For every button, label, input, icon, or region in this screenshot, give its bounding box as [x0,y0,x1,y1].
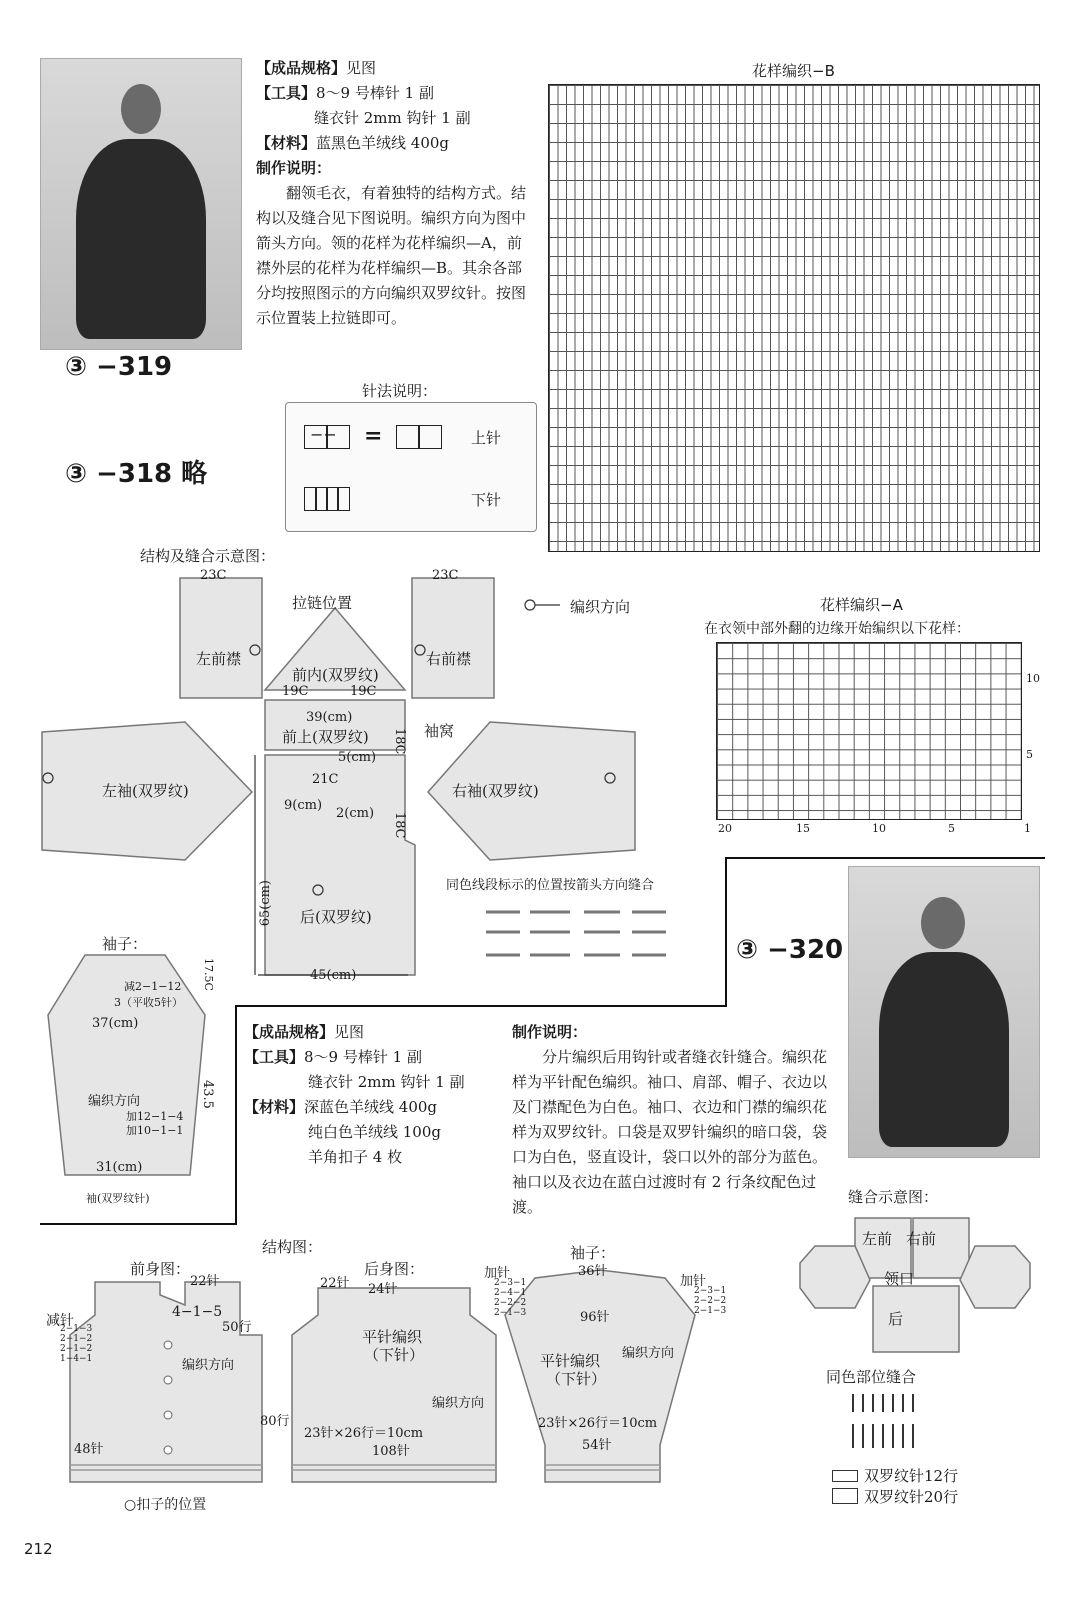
seam-marks [852,1394,922,1448]
spec-val: 羊角扣子 4 枚 [308,1148,403,1166]
section-divider [725,857,1045,859]
spec-val: 缝衣针 2mm 钩针 1 副 [314,109,471,127]
pattern-a-subtitle: 在衣领中部外翻的边缘开始编织以下花样： [704,621,970,637]
s-row-r-1: 2−3−1 [694,1286,727,1296]
label-left-placket: 左前襟 [196,650,242,668]
label-seam-collar: 领口 [884,1270,915,1288]
s-row-l-3: 2−2−2 [494,1298,527,1308]
photo-319 [40,58,242,350]
legend-swatch-20 [832,1488,858,1504]
purl-label: 下针 [471,491,502,509]
spec-320 [244,1020,504,1170]
col-label-20: 20 [718,822,732,835]
label-b24: 24针 [368,1282,398,1297]
s-row-r-2: 2−2−2 [694,1296,727,1306]
spec-key: 【成品规格】 [244,1023,335,1041]
instr-320 [512,1020,837,1220]
label-319: ③ −319 [65,352,173,382]
label-seam-note: 同色线段标示的位置按箭头方向缝合 [446,878,655,893]
label-b108: 108针 [372,1444,410,1459]
page-number: 212 [24,1540,53,1558]
label-s-gauge: 23针×26行＝10cm [538,1416,658,1431]
model-jacket [879,952,1009,1147]
label-b-dir: 编织方向 [432,1396,485,1411]
spec-key: 【成品规格】 [256,59,347,77]
spec-val: 见图 [346,59,377,77]
col-label-15: 15 [796,822,810,835]
pattern-b-title: 花样编织−B [752,62,835,80]
diagram-319-title: 结构及缝合示意图： [140,547,276,565]
stitch-legend-title: 针法说明： [362,382,438,400]
label-inc2: 加10−1−1 [126,1124,184,1137]
label-w39: 39(cm) [306,710,353,725]
spec-key: 【工具】 [256,84,317,102]
knit-symbol-dash: −− [304,425,350,449]
label-w19a: 19C [282,684,309,699]
pattern-a-chart [716,642,1022,820]
spec-val: 8～9 号棒针 1 副 [304,1048,422,1066]
label-sleeve-body: 袖子： [570,1244,616,1262]
label-d5: 5(cm) [338,750,377,765]
label-h65: 65(cm) [258,880,273,927]
label-s96: 96针 [580,1310,610,1325]
label-s54: 54针 [582,1438,612,1453]
s-row-l-2: 2−4−1 [494,1288,527,1298]
label-w45: 45(cm) [310,968,357,983]
label-b-purl: （下针） [364,1346,425,1364]
button-marker [164,1341,172,1349]
label-direction: 编织方向 [570,598,631,616]
label-320: ③ −320 [736,935,844,965]
label-seam-back: 后 [888,1310,904,1328]
col-label-5: 5 [948,822,955,835]
section-divider [725,857,727,1007]
legend-marker [525,600,535,610]
back-shape [265,755,415,975]
equals-sign: = [364,423,383,449]
pattern-a-title: 花样编织−A [820,596,903,614]
sleeve-319-title: 袖子： [102,935,148,953]
instr-body: 翻领毛衣，有着独特的结构方式。结构以及缝合见下图说明。编织方向为图中箭头方向。领的花样为花样编织—A，前襟外层的花样为花样编织—B。其余各部分均按照图示的方向编织双罗纹针。按图示位置装上拉链即可。 [256,184,527,327]
label-b-gauge: 23针×26行＝10cm [304,1426,424,1441]
seam-left-sleeve [800,1246,870,1308]
model-head [121,84,161,134]
label-w21: 21C [312,772,339,787]
label-fdec: 减针 [46,1313,74,1329]
label-front-inner: 前内(双罗纹) [292,666,379,684]
section-divider [235,1005,237,1225]
label-l20: 双罗纹针20行 [864,1488,959,1506]
label-l12: 双罗纹针12行 [864,1467,959,1485]
label-b80: 80行 [260,1414,290,1429]
left-placket-shape [180,578,262,698]
stitch-legend-box [285,402,537,532]
label-inc1: 加12−1−4 [126,1110,184,1123]
spec-key: 【材料】 [256,134,317,152]
instr-title: 制作说明： [256,159,332,177]
col-label-1: 1 [1024,822,1031,835]
spec-319 [256,56,526,331]
label-s-flat: 平针编织 [540,1352,601,1370]
label-dec: 减2−1−12 [124,980,182,993]
label-h18a: 18C [392,728,407,755]
label-s-purl: （下针） [546,1370,607,1388]
fdec-row-2: 2−1−2 [60,1334,93,1344]
fdec-row-4: 1−4−1 [60,1354,93,1364]
spec-key: 【材料】 [244,1098,305,1116]
label-cuff: 袖(双罗纹针) [86,1192,150,1205]
fdec-row-3: 2−1−2 [60,1344,93,1354]
label-fdir: 编织方向 [182,1358,235,1373]
label-f4: 4−1−5 [172,1304,223,1320]
label-s-add-l: 加针 [484,1266,511,1281]
label-sleeve-dir: 编织方向 [88,1094,141,1109]
s-row-r-3: 2−1−3 [694,1306,727,1316]
diagram-320-title: 结构图： [262,1238,323,1256]
instr-body: 分片编织后用钩针或者缝衣针缝合。编织花样为平针配色编织。袖口、肩部、帽子、衣边以及门襟配色为白色。袖口、衣边和门襟的编织花样为双罗纹针。口袋是双罗针编织的暗口袋，袋口为白色，竖直设计，袋口以外的部分为蓝色。袖口以及衣边在蓝白过渡时有 2 行条纹配色过渡。 [512,1048,828,1216]
label-dec2: 3（平收5针） [114,996,183,1009]
spec-val: 见图 [334,1023,365,1041]
label-h435: 43.5 [200,1080,215,1109]
label-b-flat: 平针编织 [362,1328,423,1346]
label-seam-same: 同色部位缝合 [826,1368,917,1386]
label-front-upper: 前上(双罗纹) [282,728,369,746]
row-label-10: 10 [1026,672,1040,685]
seam-right-sleeve [960,1246,1030,1308]
label-left-sleeve: 左袖(双罗纹) [102,782,189,800]
s-row-l-1: 2−3−1 [494,1278,527,1288]
label-right-sleeve: 右袖(双罗纹) [452,782,539,800]
button-marker [164,1446,172,1454]
label-back-body: 后身图： [364,1260,425,1278]
diagram-320-svg [0,1260,730,1500]
button-marker [164,1411,172,1419]
fdec-row-1: 2−1−3 [60,1324,93,1334]
label-w19b: 19C [350,684,377,699]
model-sweater [76,139,206,339]
label-h175: 17.5C [202,958,215,991]
spec-val: 缝衣针 2mm 钩针 1 副 [308,1073,465,1091]
purl-symbol [304,487,350,511]
label-f50: 50行 [222,1320,252,1335]
seam-back [873,1286,959,1352]
right-placket-shape [412,578,494,698]
s-row-l-4: 2−1−3 [494,1308,527,1318]
label-s-dir: 编织方向 [622,1346,675,1361]
legend-swatch-12 [832,1470,858,1482]
label-d9: 9(cm) [284,798,323,813]
label-w23b: 23C [432,568,459,583]
label-w31: 31(cm) [96,1160,143,1175]
spec-val: 8～9 号棒针 1 副 [316,84,434,102]
label-h18b: 18C [392,812,407,839]
col-label-10: 10 [872,822,886,835]
label-front: 前身图： [130,1260,191,1278]
label-seam-rf: 右前 [906,1230,937,1248]
label-buttons: ○扣子的位置 [124,1497,207,1513]
label-s-add-r: 加针 [680,1274,707,1289]
button-marker [164,1376,172,1384]
label-zipper: 拉链位置 [292,594,353,612]
spec-val: 蓝黑色羊绒线 400g [316,134,450,152]
seam-320-title: 缝合示意图： [848,1188,939,1206]
label-seam-lf: 左前 [862,1230,893,1248]
label-f22: 22针 [190,1274,220,1289]
section-divider [40,1223,235,1225]
label-back: 后(双罗纹) [300,908,372,926]
label-f48: 48针 [74,1442,104,1457]
label-right-placket: 右前襟 [426,650,472,668]
spec-val: 纯白色羊绒线 100g [308,1123,442,1141]
row-label-5: 5 [1026,748,1033,761]
label-b22: 22针 [320,1276,350,1291]
spec-val: 深蓝色羊绒线 400g [304,1098,438,1116]
knit-symbol-blank [396,425,442,449]
label-w23a: 23C [200,568,227,583]
section-divider [235,1005,727,1007]
knit-label: 上针 [471,429,502,447]
label-318: ③ −318 略 [65,459,208,489]
spec-key: 【工具】 [244,1048,305,1066]
instr-title: 制作说明： [512,1023,588,1041]
photo-320 [848,866,1040,1158]
label-armhole: 袖窝 [424,722,455,740]
pattern-b-chart [548,84,1040,552]
label-d2: 2(cm) [336,806,375,821]
model-head [921,897,965,949]
label-s36: 36针 [578,1264,608,1279]
label-w37: 37(cm) [92,1016,139,1031]
